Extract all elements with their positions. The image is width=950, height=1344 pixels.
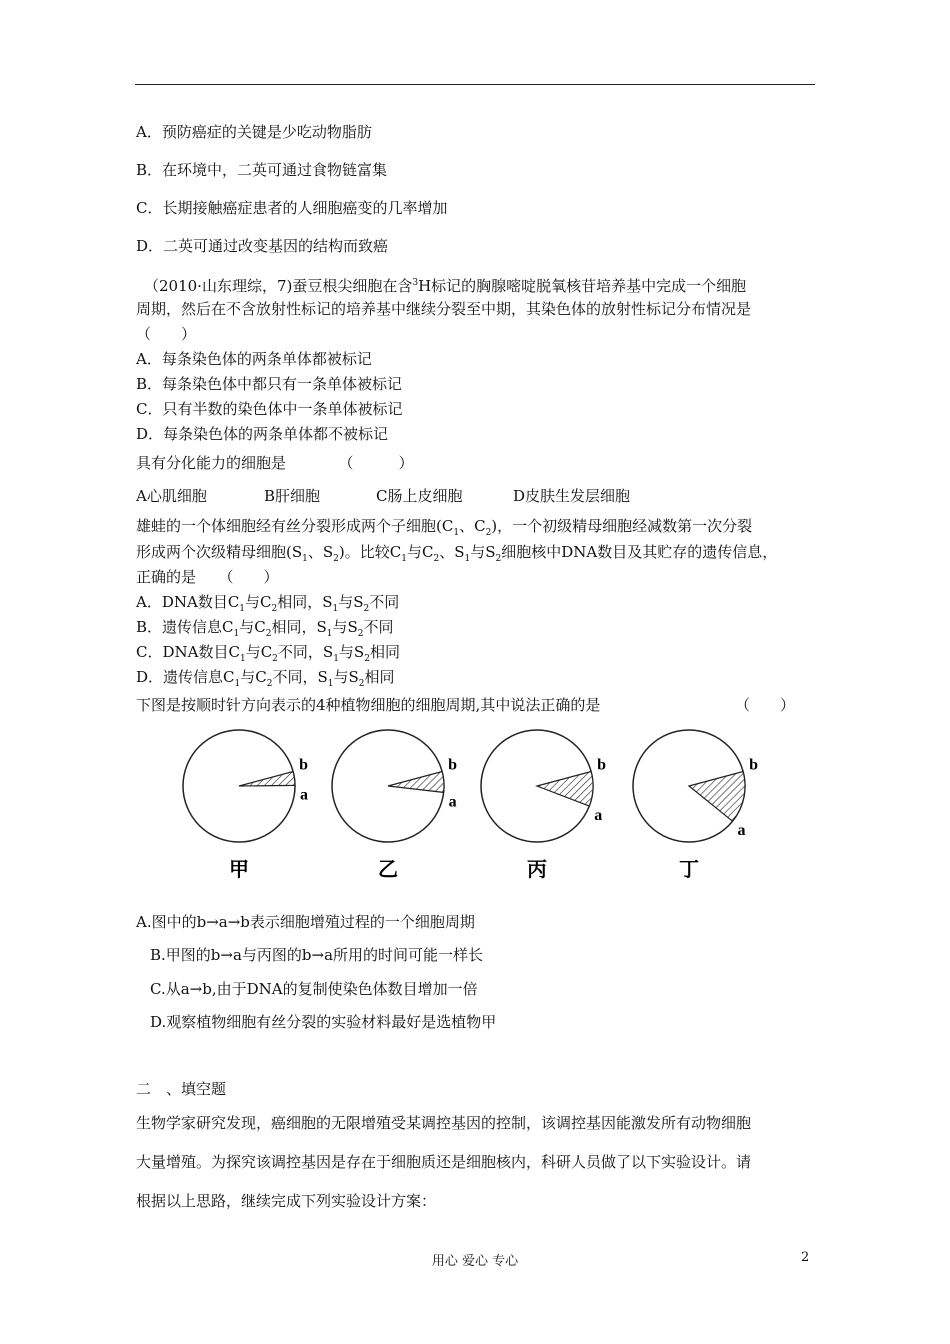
q5-option-d: D.观察植物细胞有丝分裂的实验材料最好是选植物甲 [150,1013,497,1031]
q5-stem: 下图是按顺时针方向表示的4种植物细胞的细胞周期,其中说法正确的是 [136,696,601,714]
q5-option-b: B.甲图的b→a与丙图的b→a所用的时间可能一样长 [150,946,484,964]
q3-option-c: C肠上皮细胞 [376,487,463,505]
section-heading: 二 、填空题 [136,1080,227,1098]
q5-option-a: A.图中的b→a→b表示细胞增殖过程的一个细胞周期 [136,913,475,931]
q3-option-a: A心肌细胞 [136,487,207,505]
q4-option-c: C．DNA数目$C_1$与$C_2$不同，$S_1$与$S_2$相同 [136,643,400,664]
q1-option-b: B．在环境中，二英可通过食物链富集 [136,161,388,179]
cell-cycle-panel [183,730,308,881]
point-a-label: a [594,807,603,825]
q2-stem-line1: （2010·山东理综，7)蚕豆根尖细胞在含$^3$H标记的胸腺嘧啶脱氧核苷培养基中完成一个细胞 [144,277,747,295]
point-a-label: a [300,786,308,804]
cell-cycle-figure [180,728,780,888]
q4-option-a: A．DNA数目$C_1$与$C_2$相同，$S_1$与$S_2$不同 [136,593,400,614]
section-para-line1: 生物学家研究发现，癌细胞的无限增殖受某调控基因的控制，该调控基因能激发所有动物细胞 [136,1114,752,1132]
point-a-label: a [448,793,457,811]
q2-option-d: D．每条染色体的两条单体都不被标记 [136,425,389,443]
point-b-label: b [299,756,309,774]
q4-option-b: B．遗传信息$C_1$与$C_2$相同，$S_1$与$S_2$不同 [136,618,394,639]
q1-option-c: C．长期接触癌症患者的人细胞癌变的几率增加 [136,199,448,217]
q3-option-b: B肝细胞 [264,487,321,505]
section-para-line2: 大量增殖。为探究该调控基因是存在于细胞质还是细胞核内，科研人员做了以下实验设计。请 [136,1153,752,1171]
point-b-label: b [749,756,759,774]
q1-option-d: D．二英可通过改变基因的结构而致癌 [136,237,389,255]
footer-slogan: 用心 爱心 专心 [431,1254,519,1269]
point-b-label: b [448,756,458,774]
panel-label: 甲 [229,857,249,881]
point-b-label: b [597,756,607,774]
cell-cycle-panel [481,730,606,881]
section-para-line3: 根据以上思路，继续完成下列实验设计方案： [136,1192,437,1210]
cell-cycle-panel [633,730,758,881]
cell-cycle-panel [332,730,457,881]
q5-option-c: C.从a→b,由于DNA的复制使染色体数目增加一倍 [150,980,478,998]
q3-option-d: D皮肤生发层细胞 [513,487,631,505]
q2-stem-line2: 周期，然后在不含放射性标记的培养基中继续分裂至中期，其染色体的放射性标记分布情况是 [136,300,752,318]
panel-label: 丙 [527,857,547,881]
point-a-label: a [737,822,746,840]
q2-option-a: A．每条染色体的两条单体都被标记 [136,350,372,368]
header-rule [135,84,815,85]
q2-option-b: B．每条染色体中都只有一条单体被标记 [136,375,403,393]
q3-stem: 具有分化能力的细胞是 （ ） [136,454,414,472]
panel-label: 丁 [679,857,699,881]
panel-label: 乙 [378,857,398,881]
q1-option-a: A．预防癌症的关键是少吃动物脂肪 [136,123,372,141]
q4-stem-line3: 正确的是 （ ） [136,568,279,586]
page-number: 2 [801,1250,810,1265]
q2-answer-bracket: （ ） [136,325,197,343]
q2-option-c: C．只有半数的染色体中一条单体被标记 [136,400,403,418]
q4-option-d: D．遗传信息$C_1$与$C_2$不同，$S_1$与$S_2$相同 [136,668,395,689]
q4-stem-line2: 形成两个次级精母细胞($S_1$、$S_2$)。比较$C_1$与$C_2$、$S_1$与$S_2$细胞核中DNA数目及其贮存的遗传信息， [136,543,778,564]
q4-stem-line1: 雄蛙的一个体细胞经有丝分裂形成两个子细胞($C_1$、$C_2$)，一个初级精母细胞经减数第一次分裂 [136,517,753,538]
q5-answer-bracket: （ ） [735,696,796,714]
cell-cycle-diagram [180,728,780,888]
